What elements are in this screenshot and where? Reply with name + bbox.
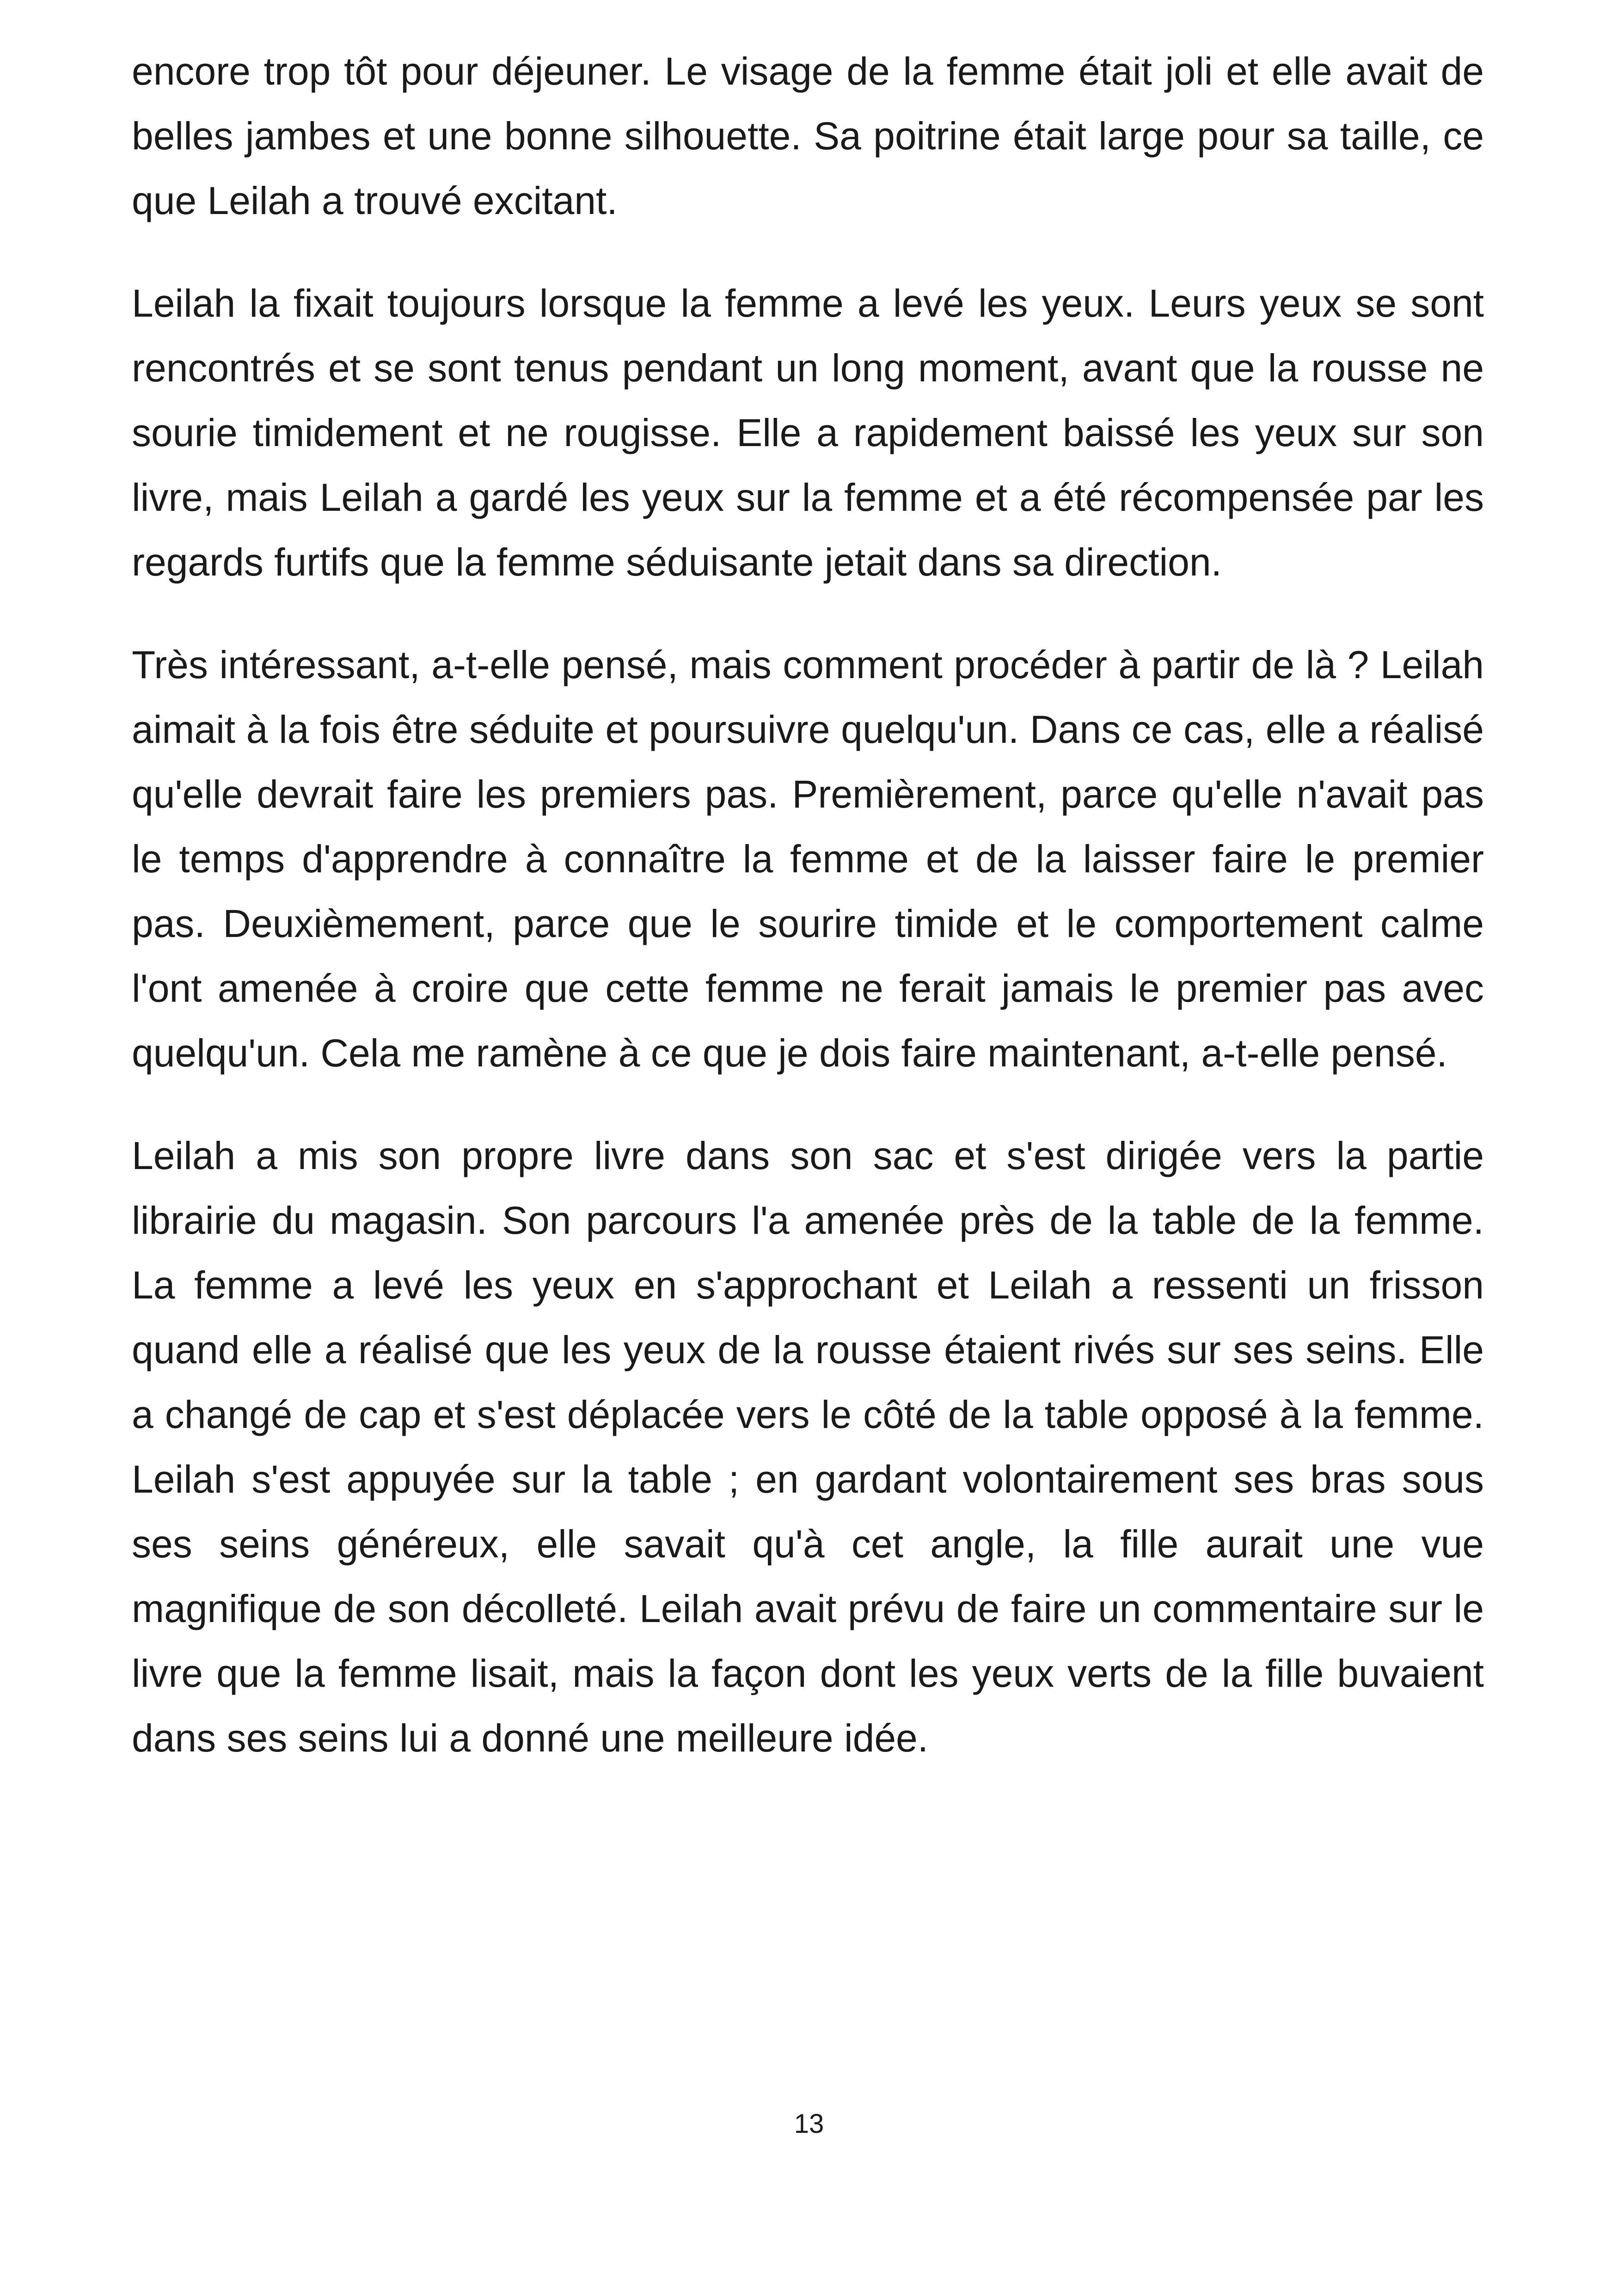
body-text [132,39,1484,1808]
paragraph-1: encore trop tôt pour déjeuner. Le visage de la femme était joli et elle avait de belles jambes et une bonne silhouette. Sa poitrine était large pour sa taille, ce que Leilah a trouvé excitant. [132,49,1484,222]
paragraph-2: Leilah la fixait toujours lorsque la femme a levé les yeux. Leurs yeux se sont rencontrés et se sont tenus pendant un long moment, avant que la rousse ne sourie timidement et ne rougisse. Elle a rapidement baissé les yeux sur son livre, mais Leilah a gardé les yeux sur la femme et a été récompensée par les regards furtifs que la femme séduisante jetait dans sa direction. [132,282,1484,584]
paragraph-3: Très intéressant, a-t-elle pensé, mais comment procéder à partir de là ? Leilah aimait à la fois être séduite et poursuivre quelqu'un. Dans ce cas, elle a réalisé qu'elle devrait faire les premiers pas. Premièrement, parce qu'elle n'avait pas le temps d'apprendre à connaître la femme et de la laisser faire le premier pas. Deuxièmement, parce que le sourire timide et le comportement calme l'ont amenée à croire que cette femme ne ferait jamais le premier pas avec quelqu'un. Cela me ramène à ce que je dois faire maintenant, a-t-elle pensé. [132,643,1484,1075]
page-number: 13 [794,2109,824,2139]
paragraph-4: Leilah a mis son propre livre dans son sac et s'est dirigée vers la partie librairie du magasin. Son parcours l'a amenée près de la table de la femme. La femme a levé les yeux en s'approchant et Leilah a ressenti un frisson quand elle a réalisé que les yeux de la rousse étaient rivés sur ses seins. Elle a changé de cap et s'est déplacée vers le côté de la table opposé à la femme. Leilah s'est appuyée sur la table ; en gardant volontairement ses bras sous ses seins généreux, elle savait qu'à cet angle, la fille aurait une vue magnifique de son décolleté. Leilah avait prévu de faire un commentaire sur le livre que la femme lisait, mais la façon dont les yeux verts de la fille buvaient dans ses seins lui a donné une meilleure idée. [132,1134,1484,1760]
